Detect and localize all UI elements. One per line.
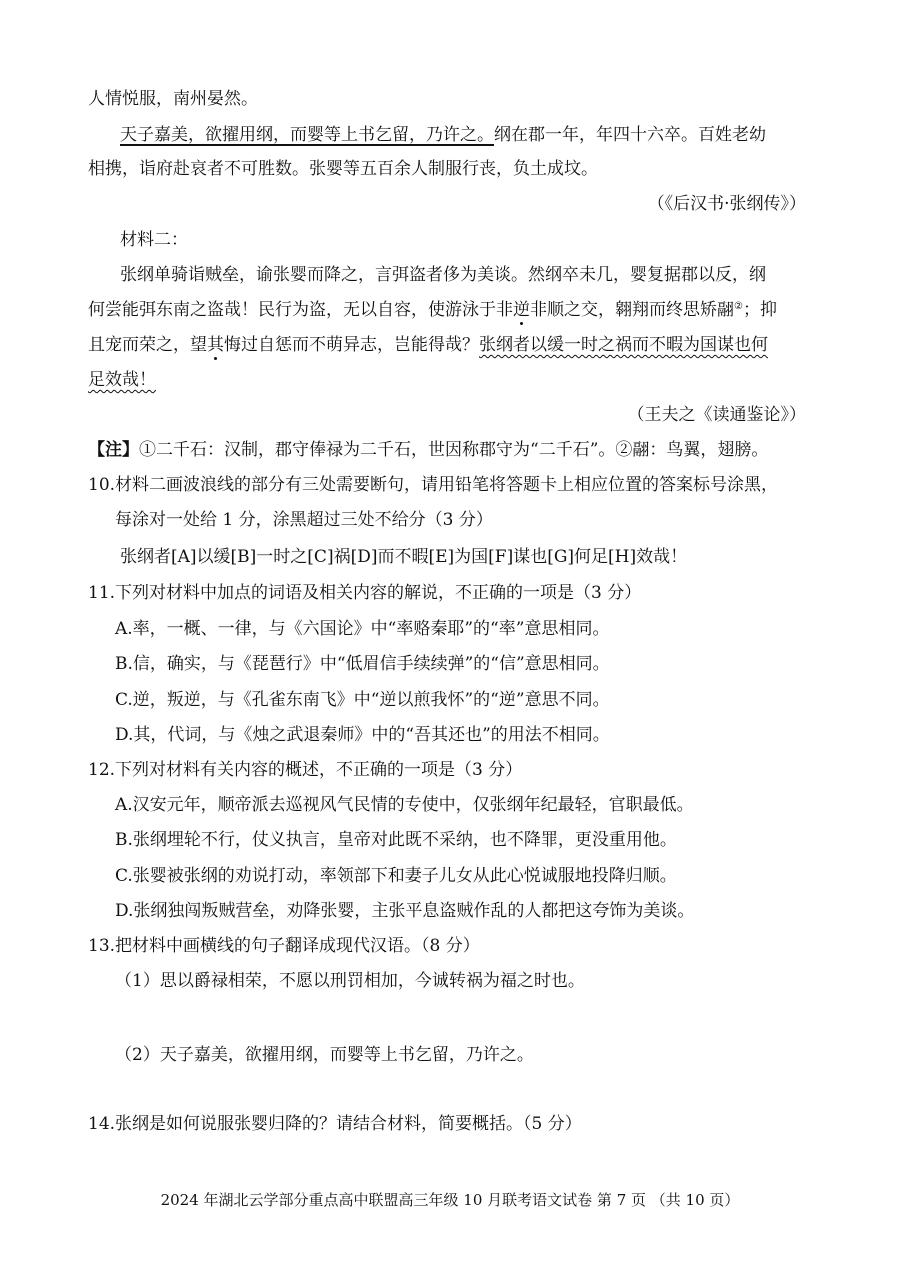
material2-text [88, 334, 768, 356]
material1-paragraph [120, 124, 766, 146]
wavy-underlined-sentence: 张纲者以缓一时之祸而不暇为国谋也何 [479, 335, 768, 355]
material2-heading: 材料二： [120, 230, 188, 250]
question-13-stem: 13.把材料中画横线的句子翻译成现代汉语。（8 分） [88, 936, 480, 956]
question-10-sentence: 张纲者[A]以缓[B]一时之[C]祸[D]而不暇[E]为国[F]谋也[G]何足[H]效哉！ [120, 547, 688, 567]
footnote-marker: ② [734, 301, 743, 312]
source-citation: （《后汉书·张纲传》） [647, 194, 806, 214]
material2-text: 张纲单骑诣贼垒，谕张婴而降之，言弭盗者侈为美谈。然纲卒未几，婴复据郡以反，纲 [120, 265, 766, 285]
note [88, 439, 768, 461]
question-12-option-d: D.张纲独闯叛贼营垒，劝降张婴，主张平息盗贼作乱的人都把这夸饰为美谈。 [115, 901, 695, 921]
note-text: ①二千石：汉制，郡守俸禄为二千石，世因称郡守为“二千石”。②翮：鸟翼，翅膀。 [139, 440, 769, 460]
material2-text [88, 299, 777, 321]
question-11-option-c: C.逆，叛逆，与《孔雀东南飞》中“逆以煎我怀”的“逆”意思不同。 [115, 690, 610, 710]
question-11-option-a: A.率，一概、一律，与《六国论》中“率赂秦耶”的“率”意思相同。 [115, 619, 610, 639]
question-11-stem: 11.下列对材料中加点的词语及相关内容的解说，不正确的一项是（3 分） [88, 583, 642, 603]
dotted-word: 逆 [513, 300, 530, 320]
dotted-word: 其 [207, 335, 224, 355]
material1-text: 纲在郡一年，年四十六卒。百姓老幼 [494, 125, 766, 145]
text-segment: 悔过自惩而不萌异志，岂能得哉？ [224, 335, 479, 355]
question-10-stem: 每涂对一处给 1 分，涂黑超过三处不给分（3 分） [115, 510, 493, 530]
question-12-option-b: B.张纲埋轮不行，仗义执言，皇帝对此既不采纳，也不降罪，更没重用他。 [115, 830, 677, 850]
text-segment: ；抑 [742, 300, 777, 320]
question-12-option-a: A.汉安元年，顺帝派去巡视风气民情的专使中，仅张纲年纪最轻，官职最低。 [115, 795, 694, 815]
underlined-sentence: 天子嘉美，欲擢用纲，而婴等上书乞留，乃许之。 [120, 125, 494, 145]
material2-text [88, 369, 156, 391]
text-segment: 何尝能弭东南之盗哉！民行为盗，无以自容，使游泳于非 [88, 300, 513, 320]
text-segment: 非顺之交，翱翔而终思矫翮 [530, 300, 734, 320]
material1-text: 人情悦服，南州晏然。 [88, 89, 258, 109]
question-13-sentence-2: （2）天子嘉美，欲擢用纲，而婴等上书乞留，乃许之。 [115, 1045, 534, 1065]
page-footer: 2024 年湖北云学部分重点高中联盟高三年级 10 月联考语文试卷 第 7 页 （共 10 页） [160, 1191, 740, 1209]
question-11-option-b: B.信，确实，与《琵琶行》中“低眉信手续续弹”的“信”意思相同。 [115, 654, 610, 674]
question-14-stem: 14.张纲是如何说服张婴归降的？请结合材料，简要概括。（5 分） [88, 1114, 582, 1134]
material1-text: 相携，诣府赴哀者不可胜数。张婴等五百余人制服行丧，负土成坟。 [88, 159, 598, 179]
question-12-option-c: C.张婴被张纲的劝说打动，率领部下和妻子儿女从此心悦诚服地投降归顺。 [115, 866, 677, 886]
source-citation: （王夫之《读通鉴论》） [627, 405, 806, 425]
note-label: 【注】 [88, 440, 139, 460]
text-segment: 且宠而荣之，望 [88, 335, 207, 355]
question-11-option-d: D.其，代词，与《烛之武退秦师》中的“吾其还也”的用法不相同。 [115, 725, 610, 745]
question-10-stem: 10.材料二画波浪线的部分有三处需要断句，请用铅笔将答题卡上相应位置的答案标号涂黑， [88, 475, 779, 495]
question-13-sentence-1: （1）思以爵禄相荣，不愿以刑罚相加，今诚转祸为福之时也。 [115, 971, 585, 991]
question-12-stem: 12.下列对材料有关内容的概述，不正确的一项是（3 分） [88, 760, 523, 780]
wavy-underlined-sentence: 足效哉！ [88, 370, 156, 390]
